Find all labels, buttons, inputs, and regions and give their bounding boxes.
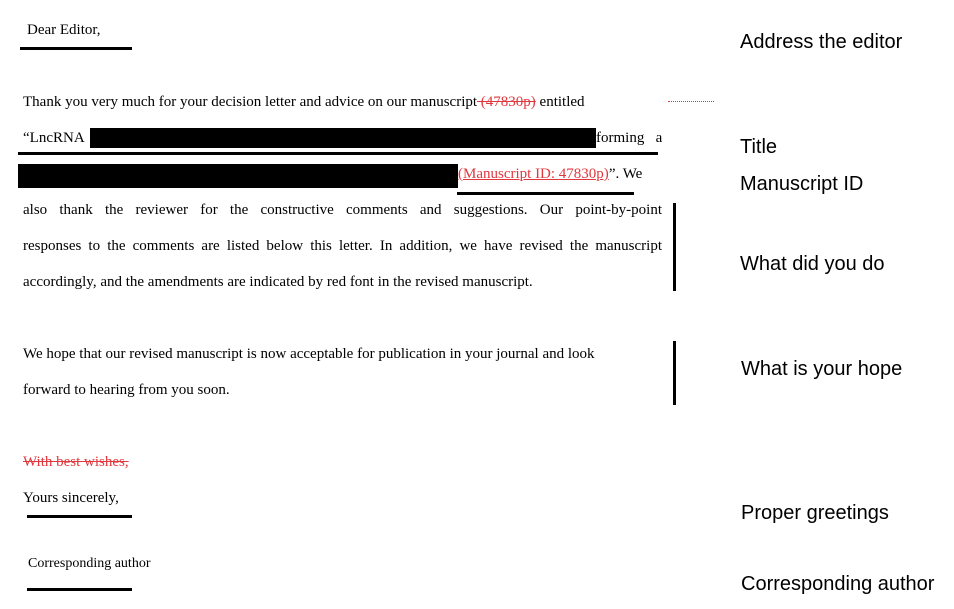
annotation-corresponding-author: Corresponding author [741, 573, 935, 595]
p1-line1-entitled: entitled [535, 94, 585, 110]
deleted-manuscript-number: (47830p) [477, 94, 536, 110]
closing: Yours sincerely, [23, 490, 119, 506]
signature: Corresponding author [28, 556, 151, 571]
salutation-underline [20, 47, 132, 50]
p1-line1-text: Thank you very much for your decision letter and advice on our manuscript [23, 94, 478, 110]
letter-p2-line1: We hope that our revised manuscript is now acceptable for publication in your journal and look [23, 346, 595, 362]
title-forming-text: forming a [596, 130, 663, 146]
p1-line3-end: ”. We [608, 166, 643, 182]
signature-underline [27, 588, 132, 591]
title-underline [18, 152, 658, 155]
redacted-title-part1 [90, 128, 596, 148]
letter-p1-line5: responses to the comments are listed below this letter. In addition, we have revised the manuscript [23, 238, 662, 254]
annotation-what-did: What did you do [740, 253, 885, 275]
revision-comment-connector [668, 101, 714, 102]
what-did-bracket [673, 203, 676, 291]
deleted-closing: With best wishes, [23, 454, 129, 470]
annotation-title: Title [740, 136, 778, 158]
closing-underline [27, 515, 132, 518]
annotation-hope: What is your hope [741, 358, 903, 380]
title-line2-end [596, 130, 662, 147]
letter-p1-line6: accordingly, and the amendments are indicated by red font in the revised manuscript. [23, 274, 533, 290]
letter-p1-line1 [23, 94, 585, 111]
hope-bracket [673, 341, 676, 405]
letter-p2-line2: forward to hearing from you soon. [23, 382, 230, 398]
letter-p1-line3 [458, 166, 642, 183]
annotation-address-editor: Address the editor [740, 31, 903, 53]
manuscript-id-underline [457, 192, 634, 195]
annotation-manuscript-id: Manuscript ID [740, 173, 864, 195]
annotation-greetings: Proper greetings [741, 502, 889, 524]
title-open-quote: “LncRNA [23, 130, 85, 146]
inserted-manuscript-id: (Manuscript ID: 47830p) [458, 166, 609, 182]
letter-p1-line4: also thank the reviewer for the constructive comments and suggestions. Our point-by-point [23, 202, 662, 218]
salutation: Dear Editor, [27, 22, 101, 38]
redacted-title-part2 [18, 164, 458, 188]
